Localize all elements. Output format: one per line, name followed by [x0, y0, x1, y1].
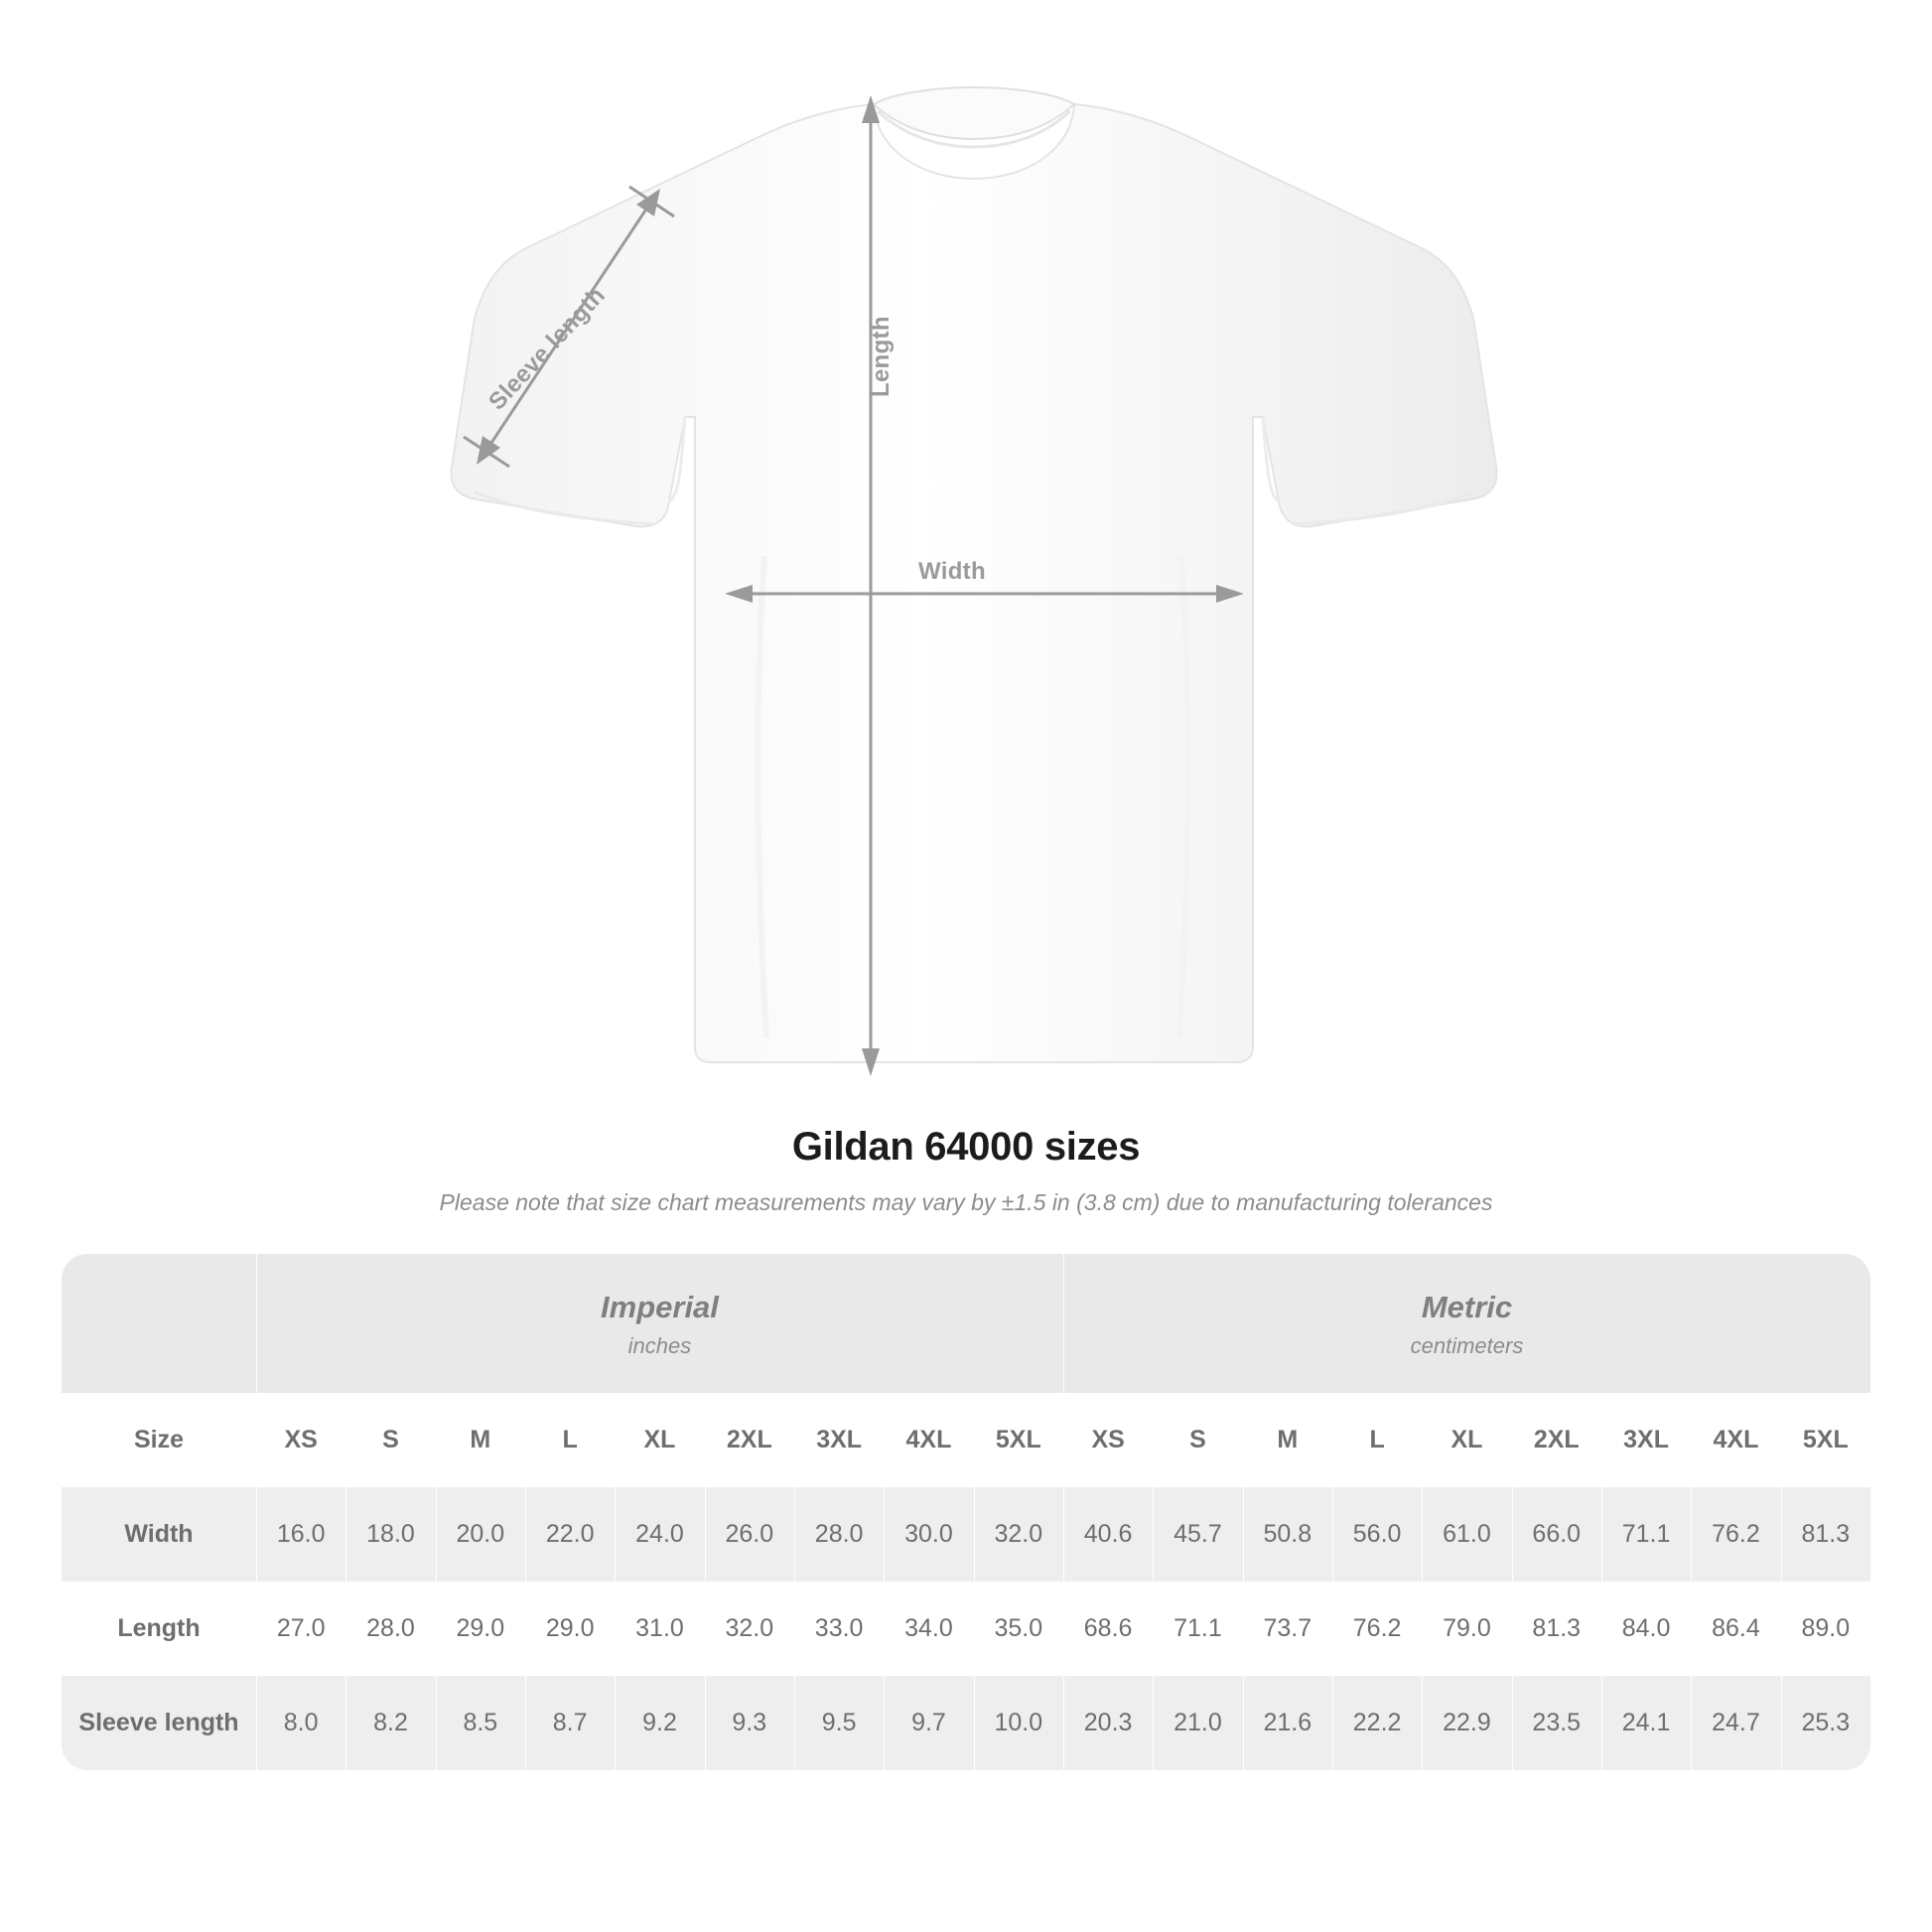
cell-width-xl-cm: 61.0 [1422, 1487, 1511, 1582]
sleeve-length-dimension-label: Sleeve length [483, 281, 611, 416]
cell-sleeve-3xl-in: 9.5 [794, 1676, 884, 1770]
size-header-cell: 4XL [1691, 1393, 1780, 1487]
cell-sleeve-4xl-cm: 24.7 [1691, 1676, 1780, 1770]
width-dimension-label: Width [918, 558, 986, 585]
size-header-cell: XL [1422, 1393, 1511, 1487]
cell-sleeve-l-in: 8.7 [525, 1676, 615, 1770]
cell-sleeve-m-in: 8.5 [436, 1676, 525, 1770]
size-header-cell: M [1243, 1393, 1332, 1487]
cell-length-m-cm: 73.7 [1243, 1582, 1332, 1676]
cell-sleeve-m-cm: 21.6 [1243, 1676, 1332, 1770]
cell-sleeve-xl-cm: 22.9 [1422, 1676, 1511, 1770]
cell-length-2xl-in: 32.0 [705, 1582, 794, 1676]
cell-sleeve-l-cm: 22.2 [1332, 1676, 1422, 1770]
cell-length-l-cm: 76.2 [1332, 1582, 1422, 1676]
cell-length-5xl-cm: 89.0 [1781, 1582, 1870, 1676]
cell-length-xs-in: 27.0 [256, 1582, 345, 1676]
unit-metric-cell [1063, 1254, 1870, 1393]
size-header-label: Size [62, 1393, 256, 1487]
cell-length-s-in: 28.0 [345, 1582, 435, 1676]
cell-width-3xl-in: 28.0 [794, 1487, 884, 1582]
cell-width-5xl-cm: 81.3 [1781, 1487, 1870, 1582]
unit-row-spacer [62, 1254, 256, 1393]
cell-sleeve-s-cm: 21.0 [1153, 1676, 1242, 1770]
size-table [62, 1254, 1870, 1770]
size-header-cell: 2XL [705, 1393, 794, 1487]
cell-sleeve-xl-in: 9.2 [615, 1676, 704, 1770]
cell-length-5xl-in: 35.0 [974, 1582, 1063, 1676]
unit-metric-sub: centimeters [1410, 1333, 1524, 1358]
row-label-sleeve-length: Sleeve length [62, 1676, 256, 1770]
cell-length-3xl-cm: 84.0 [1601, 1582, 1691, 1676]
size-header-cell: 4XL [884, 1393, 973, 1487]
table-row [62, 1676, 1870, 1770]
cell-sleeve-s-in: 8.2 [345, 1676, 435, 1770]
cell-length-4xl-cm: 86.4 [1691, 1582, 1780, 1676]
size-header-cell: 3XL [794, 1393, 884, 1487]
cell-width-5xl-in: 32.0 [974, 1487, 1063, 1582]
cell-width-2xl-in: 26.0 [705, 1487, 794, 1582]
size-header-cell: L [1332, 1393, 1422, 1487]
cell-length-m-in: 29.0 [436, 1582, 525, 1676]
cell-sleeve-5xl-in: 10.0 [974, 1676, 1063, 1770]
cell-width-2xl-cm: 66.0 [1512, 1487, 1601, 1582]
unit-imperial-name: Imperial [601, 1290, 719, 1324]
row-label-length: Length [62, 1582, 256, 1676]
cell-sleeve-2xl-in: 9.3 [705, 1676, 794, 1770]
size-header-cell: S [1153, 1393, 1242, 1487]
cell-length-l-in: 29.0 [525, 1582, 615, 1676]
cell-width-l-cm: 56.0 [1332, 1487, 1422, 1582]
cell-length-4xl-in: 34.0 [884, 1582, 973, 1676]
size-header-cell: L [525, 1393, 615, 1487]
cell-sleeve-xs-cm: 20.3 [1063, 1676, 1153, 1770]
table-row [62, 1582, 1870, 1676]
size-header-row [62, 1393, 1870, 1487]
cell-length-s-cm: 71.1 [1153, 1582, 1242, 1676]
cell-length-xs-cm: 68.6 [1063, 1582, 1153, 1676]
unit-metric-name: Metric [1421, 1290, 1513, 1324]
cell-length-2xl-cm: 81.3 [1512, 1582, 1601, 1676]
cell-sleeve-5xl-cm: 25.3 [1781, 1676, 1870, 1770]
size-header-cell: 5XL [974, 1393, 1063, 1487]
size-table-body [62, 1254, 1870, 1770]
unit-imperial-sub: inches [627, 1333, 692, 1358]
unit-imperial-cell [256, 1254, 1063, 1393]
size-header-cell: XL [615, 1393, 704, 1487]
unit-system-row [62, 1254, 1870, 1393]
tolerance-note: Please note that size chart measurements may vary by ±1.5 in (3.8 cm) due to manufacturing tolerances [439, 1189, 1493, 1215]
size-header-cell: 2XL [1512, 1393, 1601, 1487]
cell-length-xl-in: 31.0 [615, 1582, 704, 1676]
cell-sleeve-3xl-cm: 24.1 [1601, 1676, 1691, 1770]
size-header-cell: S [345, 1393, 435, 1487]
size-header-cell: XS [256, 1393, 345, 1487]
cell-sleeve-2xl-cm: 23.5 [1512, 1676, 1601, 1770]
cell-width-s-in: 18.0 [345, 1487, 435, 1582]
title-block [0, 1125, 1932, 1216]
length-dimension-label: Length [868, 316, 895, 397]
row-label-width: Width [62, 1487, 256, 1582]
cell-width-xs-cm: 40.6 [1063, 1487, 1153, 1582]
cell-length-xl-cm: 79.0 [1422, 1582, 1511, 1676]
cell-sleeve-xs-in: 8.0 [256, 1676, 345, 1770]
page-title: Gildan 64000 sizes [791, 1125, 1141, 1169]
size-header-cell: 3XL [1601, 1393, 1691, 1487]
cell-width-l-in: 22.0 [525, 1487, 615, 1582]
cell-width-4xl-in: 30.0 [884, 1487, 973, 1582]
cell-width-3xl-cm: 71.1 [1601, 1487, 1691, 1582]
cell-width-4xl-cm: 76.2 [1691, 1487, 1780, 1582]
cell-width-m-cm: 50.8 [1243, 1487, 1332, 1582]
cell-width-m-in: 20.0 [436, 1487, 525, 1582]
size-table-wrapper [62, 1254, 1870, 1770]
size-header-cell: 5XL [1781, 1393, 1870, 1487]
cell-width-xl-in: 24.0 [615, 1487, 704, 1582]
size-header-cell: M [436, 1393, 525, 1487]
cell-width-s-cm: 45.7 [1153, 1487, 1242, 1582]
cell-length-3xl-in: 33.0 [794, 1582, 884, 1676]
table-row [62, 1487, 1870, 1582]
cell-width-xs-in: 16.0 [256, 1487, 345, 1582]
cell-sleeve-4xl-in: 9.7 [884, 1676, 973, 1770]
size-header-cell: XS [1063, 1393, 1153, 1487]
